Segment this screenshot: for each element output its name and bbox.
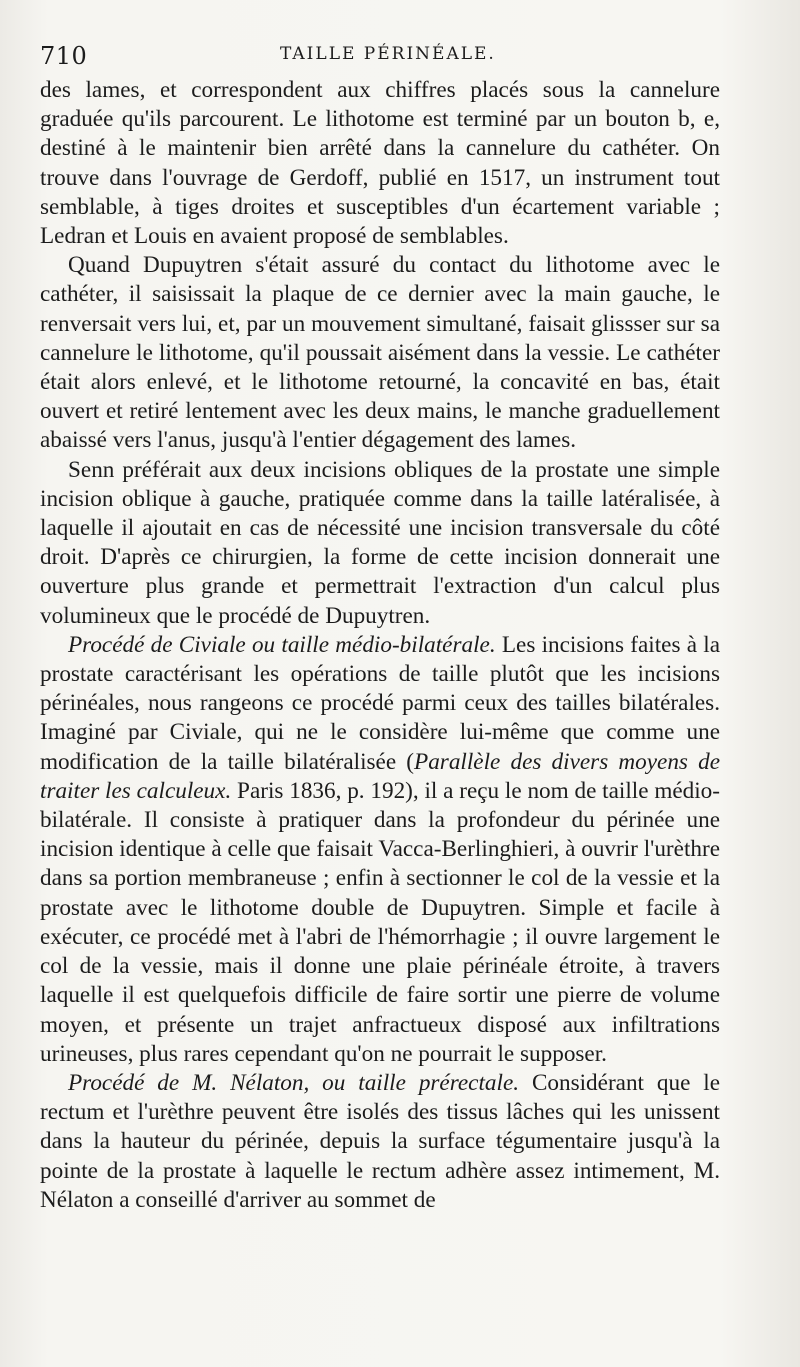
paragraph-civiale [40, 631, 720, 1069]
cited-work-title: Parallèle des divers moyens de traiter les calculeux. [40, 748, 720, 804]
paragraph-text: Paris 1836, p. 192), il a reçu le nom de taille médio-bilatérale. Il consiste à pratiquer dans la profondeur du périnée une incision identique à celle que faisait Vacca-Berlinghieri, à ouvrir l'urèthre dans sa portion membraneuse ; enfin à sectionner le col de la vessie et la prostate avec le lithotome double de Dupuytren. Simple et facile à exécuter, ce procédé met à l'abri de l'hémorrhagie ; il ouvre largement le col de la vessie, mais il donne une plaie périnéale étroite, à travers laquelle il est quelquefois difficile de faire sortir une pierre de volume moyen, et présente un trajet anfractueux disposé aux infiltrations urineuses, plus rares cependant qu'on ne pourrait le supposer. [40, 777, 720, 1067]
paragraph-text: Senn préférait aux deux incisions obliques de la prostate une simple incision oblique à gauche, pratiquée comme dans la taille latéralisée, à laquelle il ajoutait en cas de nécessité une incision transversale du côté droit. D'après ce chirurgien, la forme de cette incision donnerait une ouverture plus grande et permettrait l'extraction d'un calcul plus volumineux que le procédé de Dupuytren. [40, 456, 720, 629]
paragraph-text: Les incisions faites à la prostate caractérisant les opérations de taille plutôt que les incisions périnéales, nous rangeons ce procédé parmi ceux des tailles bilatérales. Imaginé par Civiale, qui ne le considère lui-même que comme une modification de la taille bilatéralisée ( [40, 631, 720, 775]
paragraph-dupuytren [40, 251, 720, 455]
section-lead-nelaton: Procédé de M. Nélaton, ou taille prérectale. [68, 1069, 520, 1096]
paragraph-continuation [40, 76, 720, 251]
paragraph-senn [40, 456, 720, 631]
page-header [40, 38, 720, 78]
page-number: 710 [40, 42, 88, 70]
section-lead-civiale: Procédé de Civiale ou taille médio-bilatérale. [68, 631, 496, 658]
paragraph-text: Considérant que le rectum et l'urèthre peuvent être isolés des tissus lâches qui les unissent dans la hauteur du périnée, depuis la surface tégumentaire jusqu'à la pointe de la prostate à laquelle le rectum adhère assez intimement, M. Nélaton a conseillé d'arriver au sommet de [40, 1069, 720, 1213]
running-head: TAILLE PÉRINÉALE. [280, 44, 496, 64]
body-text [40, 76, 720, 1215]
paragraph-text: Quand Dupuytren s'était assuré du contact du lithotome avec le cathéter, il saisissait la plaque de ce dernier avec la main gauche, le renversait vers lui, et, par un mouvement simultané, faisait glissser sur sa cannelure le lithotome, qu'il poussait aisément dans la vessie. Le cathéter était alors enlevé, et le lithotome retourné, la concavité en bas, était ouvert et retiré lentement avec les deux mains, le manche graduellement abaissé vers l'anus, jusqu'à l'entier dégagement des lames. [40, 252, 720, 454]
paragraph-nelaton [40, 1069, 720, 1215]
paragraph-text: des lames, et correspondent aux chiffres placés sous la cannelure graduée qu'ils parcourent. Le lithotome est terminé par un bouton b, e, destiné à le maintenir bien arrêté dans la cannelure du cathéter. On trouve dans l'ouvrage de Gerdoff, publié en 1517, un instrument tout semblable, à tiges droites et susceptibles d'un écartement variable ; Ledran et Louis en avaient proposé de semblables. [40, 77, 720, 250]
